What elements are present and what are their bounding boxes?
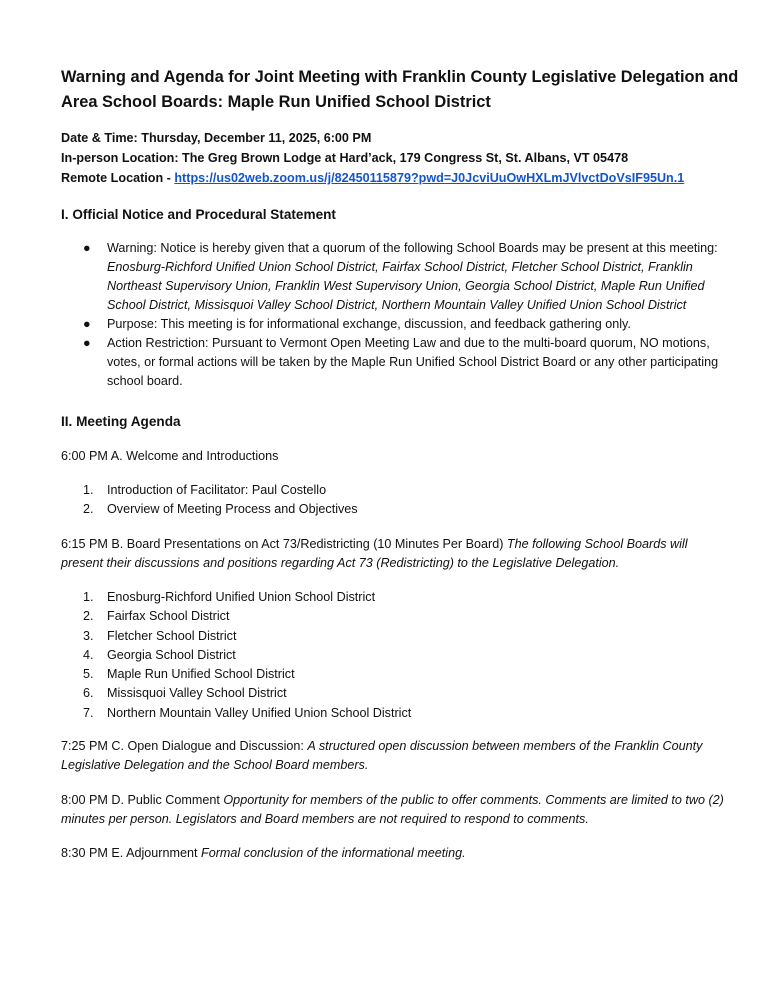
agenda-item-c [61, 737, 731, 775]
agenda-item-a: 6:00 PM A. Welcome and Introductions [61, 449, 279, 463]
notice-bullet-list [61, 239, 741, 391]
agenda-item-e-text: 8:30 PM E. Adjournment [61, 846, 202, 860]
document-title: Warning and Agenda for Joint Meeting with Franklin County Legislative Delegation and Area School Boards: Maple Run Unified School District [61, 68, 739, 111]
list-item: 1. Introduction of Facilitator: Paul Costello [83, 483, 327, 497]
list-item: 4. Georgia School District [83, 647, 236, 662]
bullet-icon: ● [83, 317, 91, 331]
agenda-item-d [61, 791, 731, 829]
section-heading-notice: I. Official Notice and Procedural Statement [61, 207, 336, 222]
bullet-action-text: Action Restriction: Pursuant to Vermont Open Meeting Law and due to the multi-board quorum, NO motions, votes, or formal actions will be taken by the Maple Run Unified School District Board or any other participating school board. [107, 336, 719, 388]
agenda-item-e [61, 844, 731, 863]
agenda-item-c-description: A structured open discussion between members of the Franklin County Legislative Delegation and the School Board members. [61, 739, 703, 772]
bullet-warning [61, 239, 741, 315]
bullet-action-restriction [61, 334, 741, 391]
section-heading-agenda: II. Meeting Agenda [61, 414, 181, 429]
bullet-icon: ● [83, 241, 91, 255]
meeting-datetime: Date & Time: Thursday, December 11, 2025, 6:00 PM [61, 131, 372, 145]
list-item: 3. Fletcher School District [83, 628, 237, 643]
agenda-b-list [61, 588, 741, 723]
list-item: 5. Maple Run Unified School District [83, 667, 295, 682]
bullet-purpose-text: Purpose: This meeting is for informational exchange, discussion, and feedback gathering only. [107, 317, 631, 331]
agenda-item-b-text: 6:15 PM B. Board Presentations on Act 73/Redistricting (10 Minutes Per Board) [61, 537, 507, 551]
bullet-icon: ● [83, 336, 91, 350]
meeting-details [61, 128, 741, 188]
agenda-item-d-description: Opportunity for members of the public to offer comments. Comments are limited to two (2) minutes per person. Legislators and Board members are not required to respond to comments. [61, 793, 724, 826]
agenda-item-e-description: Formal conclusion of the informational meeting. [201, 846, 466, 860]
agenda-item-b [61, 535, 731, 573]
list-item: 2. Fairfax School District [83, 609, 230, 624]
list-item: 7. Northern Mountain Valley Unified Union School District [83, 705, 412, 720]
agenda-item-d-text: 8:00 PM D. Public Comment [61, 793, 224, 807]
meeting-in-person-location: In-person Location: The Greg Brown Lodge at Hard’ack, 179 Congress St, St. Albans, VT 05478 [61, 151, 629, 165]
bullet-warning-boards: Enosburg-Richford Unified Union School District, Fairfax School District, Fletcher School District, Franklin Northeast Supervisory Union, Franklin West Supervisory Union, Georgia School District, Maple Run Unified School District, Missisquoi Valley School District, Northern Mountain Valley Unified Union School District [107, 260, 705, 312]
list-item: 1. Enosburg-Richford Unified Union School District [83, 590, 376, 604]
bullet-purpose [61, 315, 741, 334]
bullet-warning-text: Warning: Notice is hereby given that a quorum of the following School Boards may be present at this meeting: [107, 241, 718, 255]
agenda-item-c-text: 7:25 PM C. Open Dialogue and Discussion: [61, 739, 308, 753]
zoom-link[interactable]: https://us02web.zoom.us/j/82450115879?pwd=J0JcviUuOwHXLmJVlvctDoVsIF95Un.1 [174, 171, 685, 185]
list-item: 2. Overview of Meeting Process and Objectives [83, 502, 358, 517]
agenda-item-b-description: The following School Boards will present their discussions and positions regarding Act 73 (Redistricting) to the Legislative Delegation. [61, 537, 688, 570]
meeting-remote-location [61, 168, 741, 188]
agenda-a-list [61, 481, 741, 520]
remote-location-label: Remote Location - [61, 171, 175, 185]
list-item: 6. Missisquoi Valley School District [83, 686, 287, 701]
